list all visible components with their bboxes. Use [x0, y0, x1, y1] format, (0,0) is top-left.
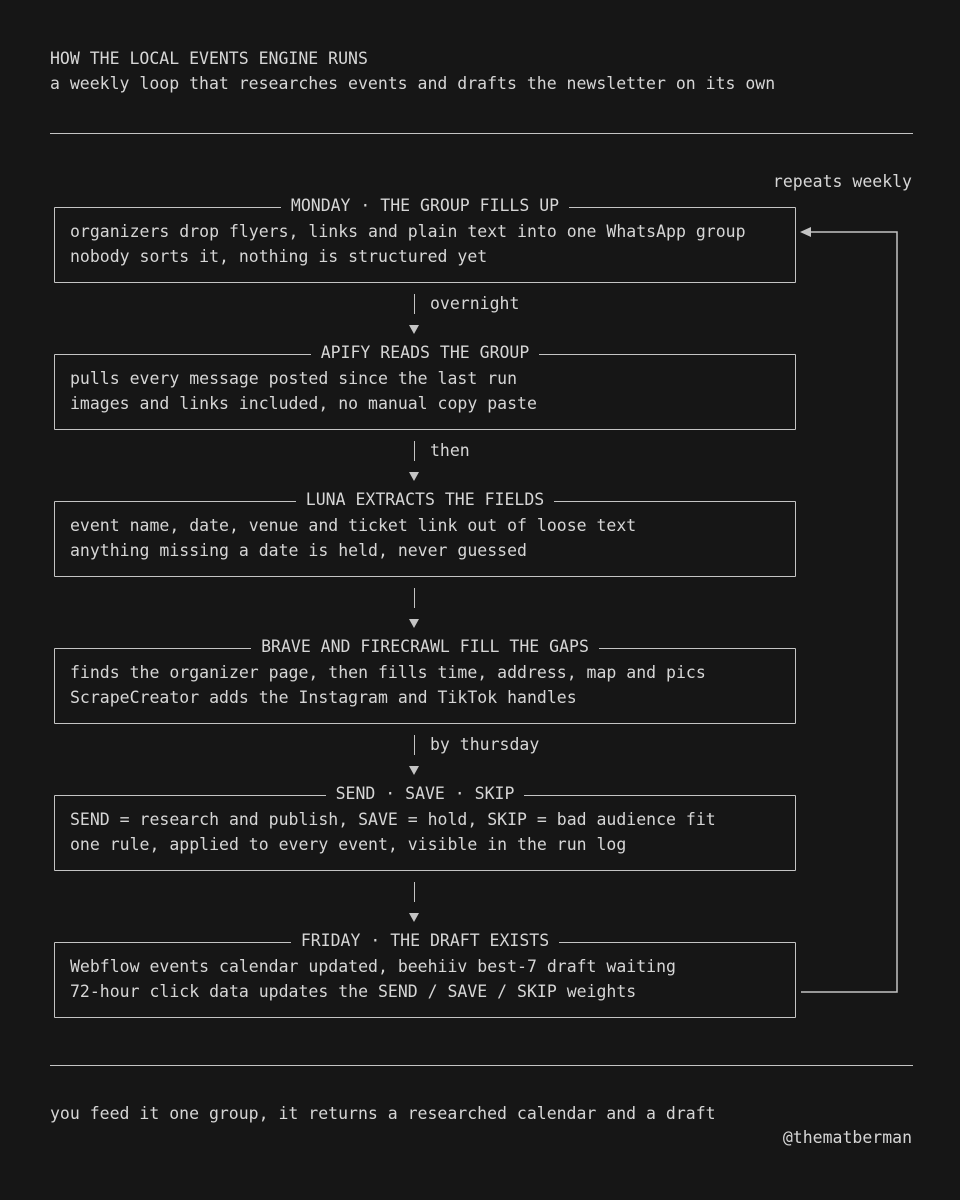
step-line: anything missing a date is held, never guessed — [70, 541, 527, 560]
step-line: ScrapeCreator adds the Instagram and TikTok handles — [70, 688, 577, 707]
bottom-divider — [50, 1065, 913, 1066]
step-line: SEND = research and publish, SAVE = hold, SKIP = bad audience fit — [70, 810, 716, 829]
left-arrow-icon — [800, 227, 811, 237]
step-line: images and links included, no manual copy paste — [70, 394, 537, 413]
page-title: HOW THE LOCAL EVENTS ENGINE RUNS — [50, 49, 368, 68]
connector-label: by thursday — [430, 735, 540, 754]
step-line: event name, date, venue and ticket link out of loose text — [70, 516, 637, 535]
author-handle: @thematberman — [782, 1128, 912, 1147]
connector-label: then — [430, 441, 470, 460]
loop-label: repeats weekly — [772, 172, 912, 191]
page-subtitle: a weekly loop that researches events and drafts the newsletter on its own — [50, 74, 776, 93]
step-line: Webflow events calendar updated, beehiiv best-7 draft waiting — [70, 957, 676, 976]
step-line: pulls every message posted since the last run — [70, 369, 518, 388]
step-title: APIFY READS THE GROUP — [311, 343, 540, 362]
step-title: FRIDAY · THE DRAFT EXISTS — [291, 931, 559, 950]
step-title: BRAVE AND FIRECRAWL FILL THE GAPS — [251, 637, 599, 656]
step-line: finds the organizer page, then fills time, address, map and pics — [70, 663, 706, 682]
connector-label: overnight — [430, 294, 520, 313]
step-line: organizers drop flyers, links and plain text into one WhatsApp group — [70, 222, 746, 241]
step-title: SEND · SAVE · SKIP — [326, 784, 525, 803]
footer-note: you feed it one group, it returns a researched calendar and a draft — [50, 1104, 716, 1123]
step-title: MONDAY · THE GROUP FILLS UP — [281, 196, 569, 215]
step-line: nobody sorts it, nothing is structured yet — [70, 247, 488, 266]
step-line: one rule, applied to every event, visible in the run log — [70, 835, 627, 854]
step-line: 72-hour click data updates the SEND / SAVE / SKIP weights — [70, 982, 637, 1001]
step-title: LUNA EXTRACTS THE FIELDS — [296, 490, 554, 509]
